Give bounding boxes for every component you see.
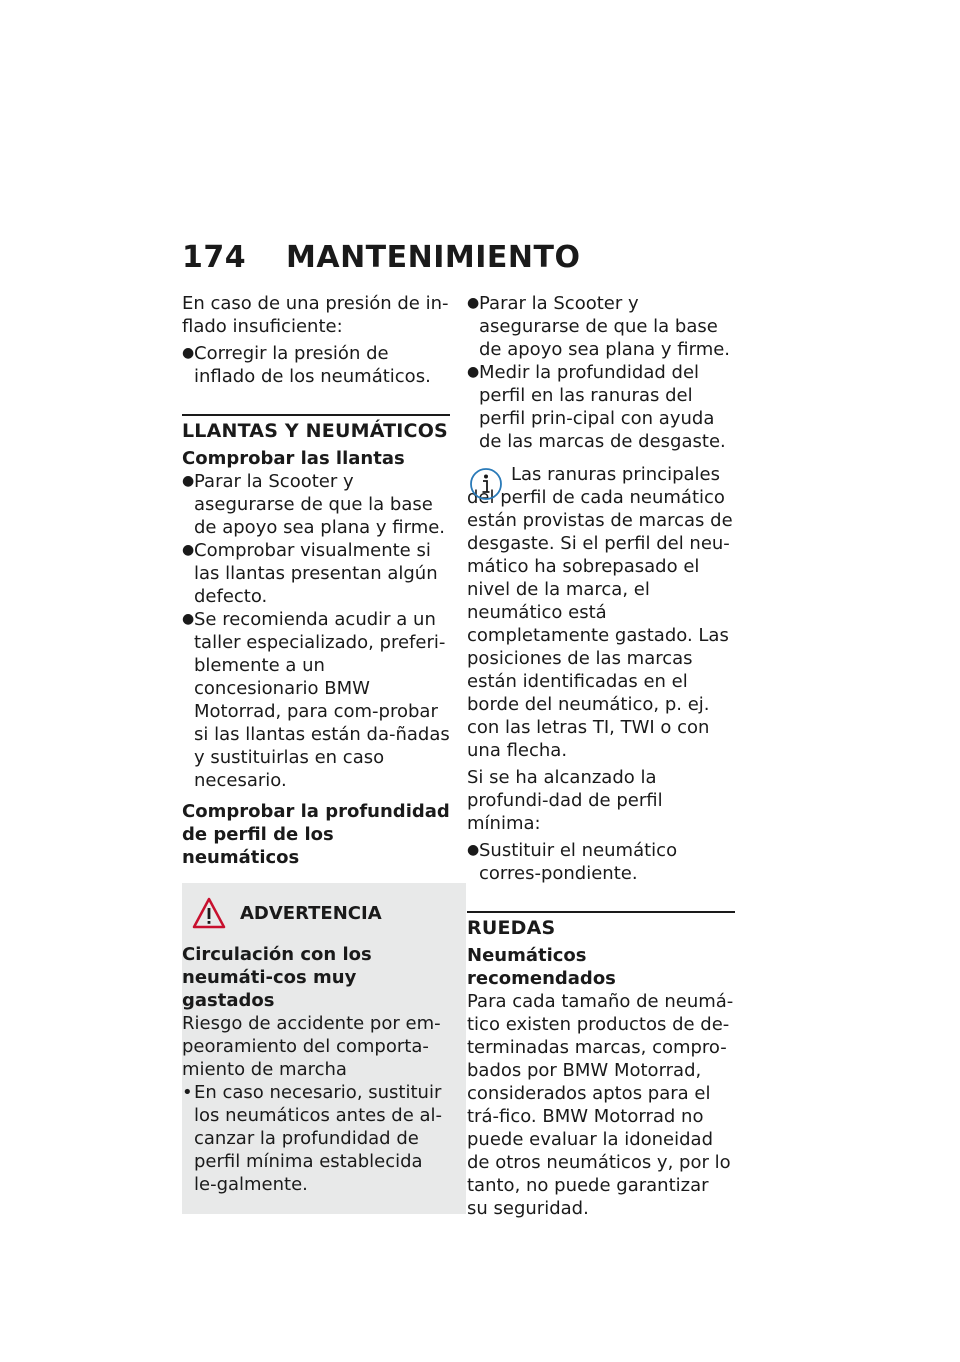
subheading-neumaticos-recomendados: Neumáticos recomendados: [467, 945, 616, 989]
subheading-profundidad: Comprobar la profundidad de perfil de los neumáticos: [182, 801, 450, 868]
list-item: ● Parar la Scooter y asegurarse de que la base de apoyo sea plana y firme.: [182, 471, 446, 538]
list-item: ● Comprobar visualmente si las llantas presentan algún defecto.: [182, 540, 438, 607]
page-title: MANTENIMIENTO: [286, 240, 581, 275]
warning-heading: Circulación con los neumáti-cos muy gastados: [182, 944, 372, 1011]
bullet-icon: ●: [467, 364, 480, 380]
page-header: [182, 240, 581, 275]
info-icon: [469, 467, 503, 501]
info-note: [467, 463, 735, 762]
warning-triangle-icon: [192, 897, 226, 929]
list-item: ● Medir la profundidad del perfil en las ranuras del perfil prin-cipal con ayuda de las marcas de desgaste.: [467, 362, 726, 452]
warning-header: [182, 897, 450, 929]
section-title-ruedas: RUEDAS: [467, 917, 556, 939]
section-title-llantas: LLANTAS Y NEUMÁTICOS: [182, 420, 448, 442]
left-column: [182, 292, 450, 1214]
list-item: ● Corregir la presión de inflado de los neumáticos.: [182, 343, 431, 387]
bullet-icon: ●: [182, 542, 195, 558]
bullet-icon: •: [182, 1082, 193, 1103]
right-column: [467, 292, 735, 1224]
subheading-comprobar-llantas: Comprobar las llantas: [182, 448, 405, 469]
page-number: 174: [182, 240, 247, 275]
warning-body: Riesgo de accidente por em-peoramiento del comporta-miento de marcha: [182, 1013, 441, 1080]
bullet-icon: ●: [182, 611, 195, 627]
bullet-icon: ●: [467, 295, 480, 311]
section-divider: [182, 414, 450, 416]
warning-title: ADVERTENCIA: [240, 902, 382, 924]
warning-box: [182, 883, 466, 1214]
intro-text: En caso de una presión de in-flado insuficiente:: [182, 293, 449, 337]
list-item: • En caso necesario, sustituir los neumáticos antes de al-canzar la profundidad de perfil mínima establecida le-galmente.: [182, 1082, 443, 1195]
list-item: ● Sustituir el neumático corres-pondiente.: [467, 840, 678, 884]
bullet-icon: ●: [467, 842, 480, 858]
min-depth-text: Si se ha alcanzado la profundi-dad de perfil mínima:: [467, 767, 663, 834]
info-text: Las ranuras principales del perfil de cada neumático están provistas de marcas de desgaste. Si el perfil del neu-mático ha sobrepasado el nivel de la marca, el neumático está completamente gastado. Las posiciones de las marcas están identificadas en el borde del neumático, p. ej. con las letras TI, TWI o con una flecha.: [467, 464, 733, 761]
bullet-icon: ●: [182, 473, 195, 489]
body-text: Para cada tamaño de neumá-tico existen productos de de-terminadas marcas, compro-bados por BMW Motorrad, considerados aptos para el trá-fico. BMW Motorrad no puede evaluar la idoneidad de otros neumáticos y, por lo tanto, no puede garantizar su seguridad.: [467, 991, 734, 1219]
bullet-icon: ●: [182, 345, 195, 361]
list-item: ● Parar la Scooter y asegurarse de que la base de apoyo sea plana y firme.: [467, 293, 731, 360]
list-item: ● Se recomienda acudir a un taller especializado, preferi-blemente a un concesionario BMW Motorrad, para com-probar si las llantas están da-ñadas y sustituirlas en caso necesario.: [182, 609, 450, 791]
section-divider: [467, 911, 735, 913]
